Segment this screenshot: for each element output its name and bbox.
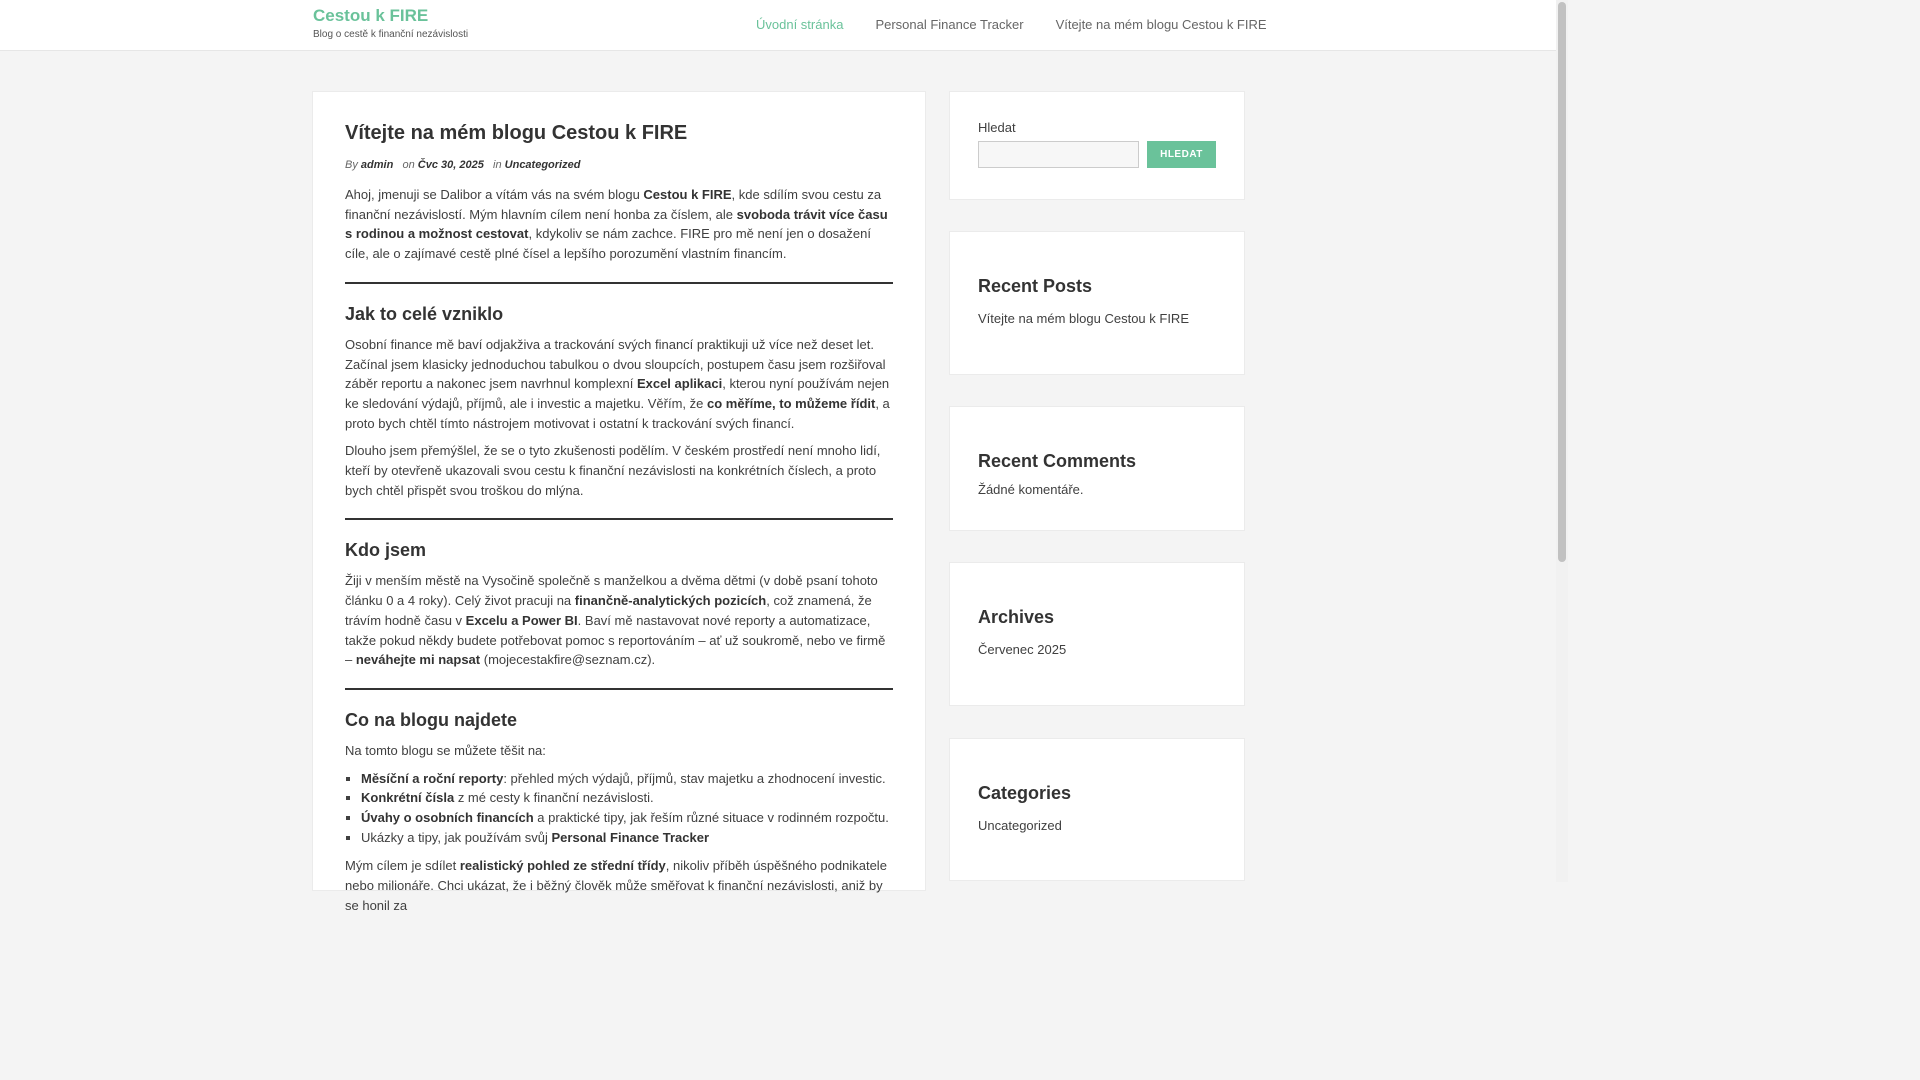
post-title: Vítejte na mém blogu Cestou k FIRE xyxy=(345,122,688,144)
meta-category-link[interactable]: Uncategorized xyxy=(504,159,581,171)
archives-title: Archives xyxy=(978,607,1055,627)
no-comments-text: Žádné komentáře. xyxy=(978,482,1084,497)
site-header xyxy=(0,0,1556,51)
search-input[interactable] xyxy=(978,141,1139,168)
origin-paragraph: Osobní finance mě baví odjakživa a trackování svých financí praktikuji už více než deset let. Začínal jsem klasicky jednoduchou tabulkou o dvou sloupcích, postupem času jsem rozšiřoval záběr reportu a nakonec jsem navrhnul komplexní Excel aplikaci, kterou nyní používám nejen ke sledování výdajů, příjmů, ale i investic a majetku. Věřím, že co měříme, to můžeme řídit, a proto bych chtěl tímto nástrojem motivovat i ostatní k trackování svých financí. xyxy=(345,336,890,431)
search-widget xyxy=(949,91,1245,200)
separator xyxy=(345,282,893,284)
blog-content-list xyxy=(361,769,893,848)
meta-date-link[interactable]: Čvc 30, 2025 xyxy=(417,159,484,171)
separator xyxy=(345,688,893,690)
list-item: ▪ Úvahy o osobních financích a praktické tipy, jak řeším různé situace v rodinném rozpočtu. xyxy=(361,808,893,828)
nav-item-welcome-post[interactable]: Vítejte na mém blogu Cestou k FIRE xyxy=(1055,17,1267,32)
post-meta xyxy=(345,159,893,171)
about-paragraph: Žiji v menším městě na Vysočině společně s manželkou a dvěma dětmi (v době psaní tohoto článku 0 a 4 roky). Celý život pracuji na finančně-analytických pozicích, což znamená, že trávím hodně času v Excelu a Power BI. Baví mě nastavovat nové reporty a automatizace, takže pokud někdy budete potřebovat pomoc s reportováním – ať už soukromě, nebo ve firmě – neváhejte mi napsat (mojecestakfire@seznam.cz). xyxy=(345,573,886,668)
origin-paragraph-2: Dlouho jsem přemýšlel, že se o tyto zkušenosti podělím. V českém prostředí není mnoho lidí, kteří by otevřeně ukazovali svou cestu k finanční nezávislosti na konkrétních číslech, a proto bych chtěl přispět svou troškou do mlýna. xyxy=(345,443,881,498)
list-item: ▪ Ukázky a tipy, jak používám svůj Personal Finance Tracker xyxy=(361,828,893,848)
list-item: ▪ Konkrétní čísla z mé cesty k finanční nezávislosti. xyxy=(361,788,893,808)
archive-link[interactable]: Červenec 2025 xyxy=(978,642,1067,657)
recent-comments-widget xyxy=(949,406,1245,531)
scrollbar-thumb[interactable] xyxy=(1558,2,1566,562)
main-nav xyxy=(740,17,1283,32)
nav-item-home[interactable]: Úvodní stránka xyxy=(756,17,844,32)
meta-by-label: By xyxy=(345,159,358,171)
heading-origin: Jak to celé vzniklo xyxy=(345,303,504,324)
recent-posts-widget xyxy=(949,231,1245,375)
goal-paragraph: Mým cílem je sdílet realistický pohled ze střední třídy, nikoliv příběh úspěšného podnikatele nebo milionáře. Chci ukázat, že i běžný člověk může směřovat k finanční nezávislosti, aniž by se honil za xyxy=(345,858,887,913)
post-article xyxy=(312,91,926,913)
recent-comments-title: Recent Comments xyxy=(978,451,1137,471)
heading-about: Kdo jsem xyxy=(345,540,427,561)
recent-posts-title: Recent Posts xyxy=(978,276,1093,296)
list-item: ▪ Měsíční a roční reporty: přehled mých výdajů, příjmů, stav majetku a zhodnocení investic. xyxy=(361,769,893,789)
meta-author-link[interactable]: admin xyxy=(360,159,394,171)
site-title-link[interactable]: Cestou k FIRE xyxy=(313,6,429,25)
archives-widget xyxy=(949,562,1245,706)
nav-item-personal-finance-tracker[interactable]: Personal Finance Tracker xyxy=(875,17,1024,32)
meta-on-label: on xyxy=(402,159,415,171)
intro-paragraph: Ahoj, jmenuji se Dalibor a vítám vás na svém blogu Cestou k FIRE, kde sdílím svou cestu za finanční nezávislostí. Mým hlavním cílem není honba za číslem, ale svoboda trávit více času s rodinou a možnost cestovat, kdykoliv se nám zachce. FIRE pro mě není jen o dosažení cíle, ale o zajímavé cestě plné čísel a lepšího porozumění vlastním financím. xyxy=(345,187,888,262)
heading-blog-content: Co na blogu najdete xyxy=(345,709,518,730)
categories-title: Categories xyxy=(978,783,1072,803)
category-link[interactable]: Uncategorized xyxy=(978,818,1062,833)
search-button[interactable]: HLEDAT xyxy=(1147,141,1216,168)
meta-in-label: in xyxy=(493,159,502,171)
site-description: Blog o cestě k finanční nezávislosti xyxy=(313,29,469,40)
blog-content-intro: Na tomto blogu se můžete těšit na: xyxy=(345,742,546,758)
search-label: Hledat xyxy=(978,120,1016,135)
separator xyxy=(345,518,893,520)
recent-post-link[interactable]: Vítejte na mém blogu Cestou k FIRE xyxy=(978,311,1189,326)
page-scrollbar[interactable] xyxy=(1556,0,1568,882)
categories-widget xyxy=(949,738,1245,881)
